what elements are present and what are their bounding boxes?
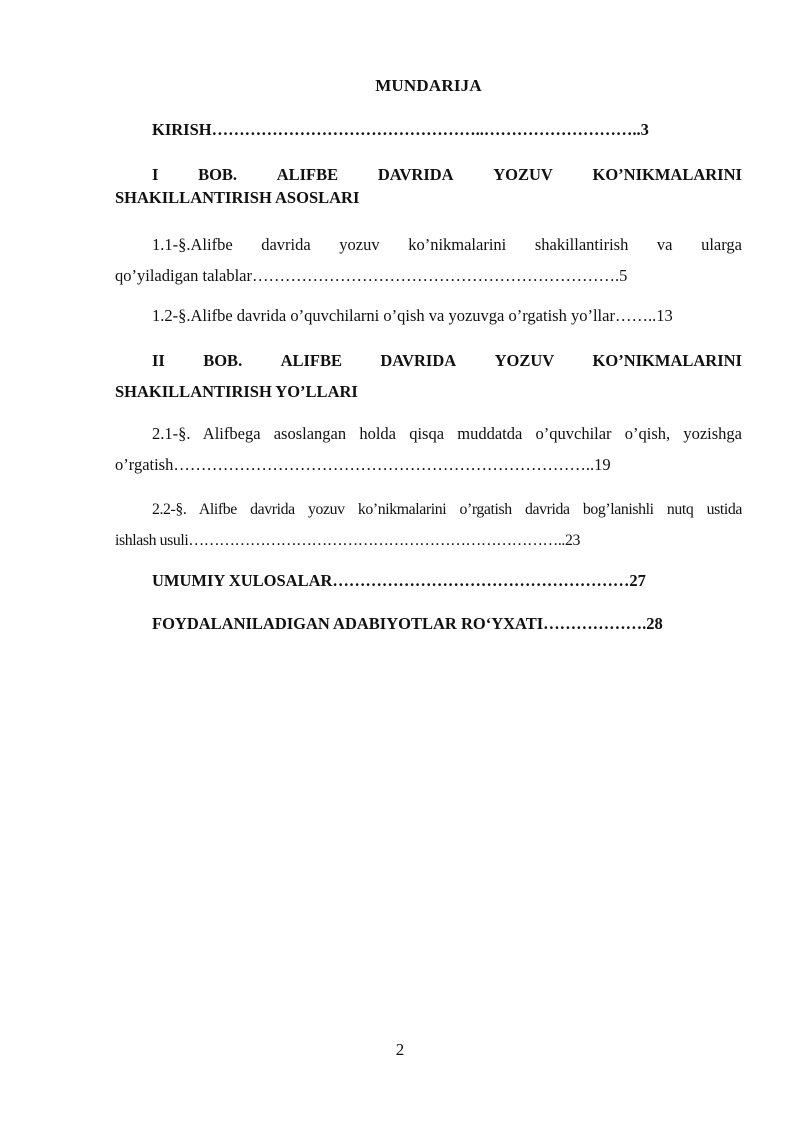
- toc-word: I: [152, 165, 159, 184]
- toc-word: DAVRIDA: [380, 351, 457, 370]
- toc-entry-line: SHAKILLANTIRISH YO’LLARI: [115, 382, 358, 401]
- toc-entry-chapter-1[interactable]: [115, 163, 742, 209]
- toc-entry-line: ishlash usuli………………………………………………………………..23: [115, 532, 580, 549]
- toc-word: DAVRIDA: [377, 165, 454, 184]
- toc-entry-line: o’rgatish…………………………………………………………………..19: [115, 455, 611, 474]
- toc-word: II: [152, 351, 165, 370]
- toc-entry-1-2[interactable]: [115, 304, 742, 327]
- toc-entry-2-2[interactable]: [115, 494, 742, 556]
- toc-entry-line: SHAKILLANTIRISH ASOSLARI: [115, 188, 360, 207]
- toc-entry-text: KIRISH…………………………………………..………………………..3: [152, 120, 649, 139]
- toc-entry-line: [115, 163, 742, 186]
- page-title: MUNDARIJA: [375, 76, 482, 95]
- toc-entry-kirish[interactable]: [115, 118, 742, 141]
- toc-word: YOZUV: [494, 351, 555, 370]
- toc-entry-1-1[interactable]: [115, 229, 742, 291]
- toc-entry-line: 1.1-§.Alifbe davrida yozuv ko’nikmalarini shakillantirish va ularga: [152, 235, 742, 254]
- toc-entry-text: UMUMIY XULOSALAR………………………………………………27: [152, 571, 646, 590]
- toc-entry-xulosalar[interactable]: [115, 569, 742, 592]
- toc-entry-text: 1.2-§.Alifbe davrida o’quvchilarni o’qish va yozuvga o’rgatish yo’llar……..13: [152, 306, 673, 325]
- toc-entry-text: FOYDALANILADIGAN ADABIYOTLAR RO‘YXATI……………….28: [152, 614, 663, 633]
- toc-entry-line: qo’yiladigan talablar………………………………………………………….5: [115, 266, 628, 285]
- toc-entry-line: 2.1-§. Alifbega asoslangan holda qisqa muddatda o’quvchilar o’qish, yozishga: [152, 424, 742, 443]
- toc-entry-line: 2.2-§. Alifbe davrida yozuv ko’nikmalarini o’rgatish davrida bog’lanishli nutq ustida: [152, 501, 742, 518]
- page-number: 2: [395, 1040, 405, 1059]
- toc-entry-line: [115, 345, 742, 376]
- toc-word: ALIFBE: [280, 351, 343, 370]
- toc-word: KO’NIKMALARINI: [592, 351, 742, 370]
- toc-word: KO’NIKMALARINI: [592, 165, 742, 184]
- toc-word: ALIFBE: [276, 165, 339, 184]
- toc-word: YOZUV: [493, 165, 553, 184]
- toc-word: BOB.: [198, 165, 238, 184]
- toc-word: BOB.: [203, 351, 243, 370]
- toc-entry-2-1[interactable]: [115, 418, 742, 480]
- toc-entry-chapter-2[interactable]: [115, 345, 742, 407]
- toc-entry-adabiyotlar[interactable]: [115, 612, 742, 635]
